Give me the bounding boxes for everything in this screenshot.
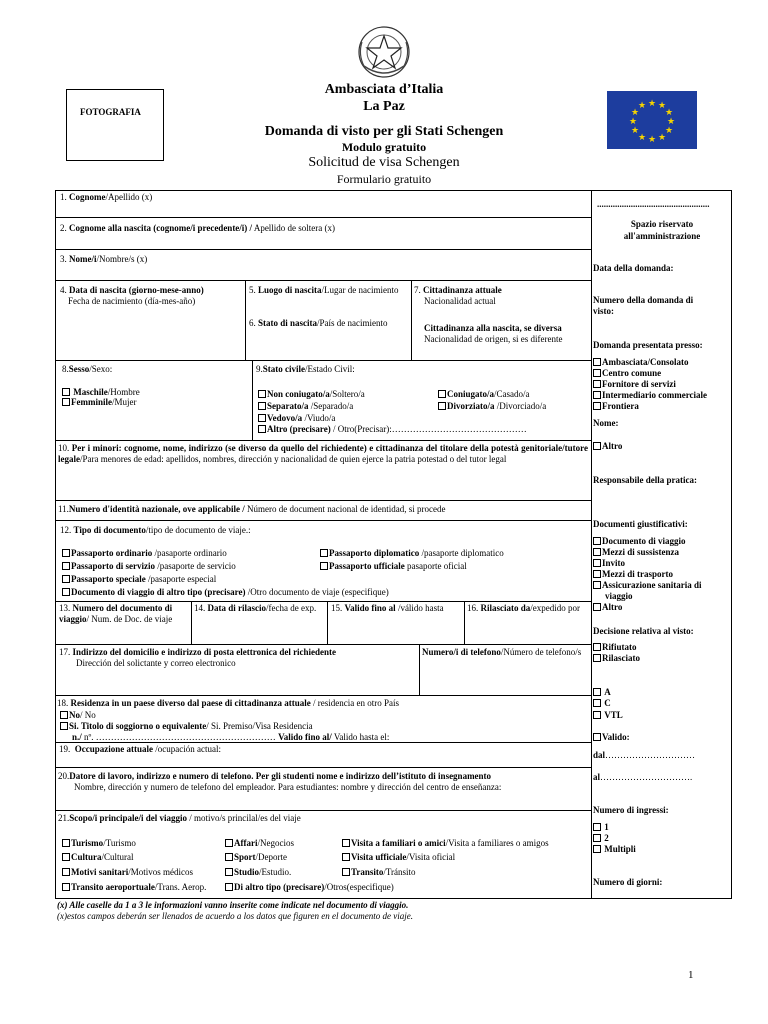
option-divorced[interactable]: Divorziato/a /Divorciado/a (438, 401, 546, 412)
admin-option-intermediary[interactable]: Intermediario commerciale (593, 390, 707, 401)
admin-days[interactable]: Numero di giorni: (593, 877, 663, 887)
svg-text:★: ★ (630, 126, 640, 136)
checkbox[interactable] (225, 839, 233, 847)
field-9-civil-status: 9.Stato civile/Estado Civil: (256, 364, 355, 374)
option-other-document[interactable]: Documento di viaggio di altro tipo (precisare) /Otro documento de viaje (especifique) (62, 587, 389, 598)
admin-doc-invitation[interactable]: Invito (593, 558, 625, 569)
svg-text:★: ★ (637, 133, 647, 143)
field-7-birth-nationality-alt: Nacionalidad de origen, si es diferente (424, 334, 563, 344)
option-residence-no[interactable]: No/ No (60, 710, 96, 721)
option-separated[interactable]: Separato/a /Separado/a (258, 401, 353, 412)
svg-text:★: ★ (657, 101, 667, 111)
checkbox[interactable] (593, 643, 601, 651)
svg-text:★: ★ (664, 126, 674, 136)
option-airport-transit[interactable]: Transito aeroportuale/Trans. Aerop. (62, 882, 206, 893)
col-sep (411, 280, 412, 360)
checkbox[interactable] (438, 390, 446, 398)
checkbox[interactable] (62, 868, 70, 876)
option-culture[interactable]: Cultura/Cultural (62, 852, 134, 863)
checkbox[interactable] (438, 402, 446, 410)
col-sep (419, 644, 420, 695)
checkbox[interactable] (593, 559, 601, 567)
field-7-birth-nationality: Cittadinanza alla nascita, se diversa (424, 323, 562, 333)
admin-doc-other[interactable]: Altro (593, 602, 622, 613)
checkbox[interactable] (320, 562, 328, 570)
admin-doc-insurance[interactable]: Assicurazione sanitaria di (593, 580, 702, 591)
option-other-purpose[interactable]: Di altro tipo (precisare)/Otros(especifique) (225, 882, 394, 893)
form-title-es: Solicitud de visa Schengen (308, 155, 460, 170)
row-sep (55, 520, 591, 521)
checkbox[interactable] (593, 654, 601, 662)
field-11-national-id[interactable]: 11.Numero d'identità nazionale, ove applicabile / Número de document nacional de identidad, si procede (58, 504, 446, 514)
field-21-purpose: 21.Scopo/i principale/i del viaggio / motivo/s princilal/es del viaje (58, 813, 301, 823)
row-sep (55, 217, 591, 218)
checkbox[interactable] (593, 823, 601, 831)
checkbox[interactable] (593, 402, 601, 410)
field-20-employer[interactable]: 20.Datore di lavoro, indirizzo e numero di telefono. Per gli studenti nome e indirizzo dell’istituto di insegnamento (58, 771, 492, 781)
embassy-name: Ambasciata d’Italia (324, 82, 444, 97)
admin-visa-a[interactable]: A (593, 687, 611, 698)
option-residence-yes[interactable]: Si. Titolo di soggiorno o equivalente/ Si. Premiso/Visa Residencia (60, 721, 313, 732)
admin-visa-c[interactable]: C (593, 698, 611, 709)
row-sep (55, 249, 591, 250)
option-tourism[interactable]: Turismo/Turismo (62, 838, 136, 849)
admin-name[interactable]: Nome: (593, 418, 619, 428)
field-16-issued-by[interactable]: 16. Rilasciato da/expedido por (467, 603, 581, 613)
svg-text:★: ★ (666, 117, 676, 127)
checkbox[interactable] (593, 548, 601, 556)
option-married[interactable]: Coniugato/a/Casado/a (438, 389, 530, 400)
checkbox[interactable] (258, 390, 266, 398)
admin-option-border[interactable]: Frontiera (593, 401, 639, 412)
checkbox[interactable] (593, 391, 601, 399)
field-4-alt: Fecha de nacimiento (día-mes-año) (68, 296, 196, 306)
option-female[interactable]: Femminile/Mujer (62, 397, 137, 408)
checkbox[interactable] (258, 402, 266, 410)
checkbox[interactable] (593, 358, 601, 366)
field-10-minors[interactable]: 10. Per i minori: cognome, nome, indirizzo (se diverso da quello del richiedente) e cittadinanza del titolare della potestà genitoriale/tutore legale/Para menores de edad: apellidos, nombres, dirección y nacionalidad de quien ejerce la patria potestad o del tutor legal (58, 443, 588, 464)
field-7-nationality[interactable]: 7. Cittadinanza attuale (414, 285, 502, 295)
option-study[interactable]: Studio/Estudio. (225, 867, 291, 878)
checkbox[interactable] (593, 581, 601, 589)
embassy-city: La Paz (363, 99, 405, 114)
footnote-es: (x)estos campos deberán ser llenados de acuerdo a los datos que figuren en el documento de viaje. (57, 911, 414, 921)
svg-text:★: ★ (664, 108, 674, 118)
checkbox[interactable] (593, 570, 601, 578)
checkbox[interactable] (62, 883, 70, 891)
footnote-it: (x) Alle caselle da 1 a 3 le informazioni vanno inserite come indicate nel documento di viaggio. (57, 900, 409, 910)
admin-doc-travel[interactable]: Documento di viaggio (593, 536, 686, 547)
admin-doc-means[interactable]: Mezzi di sussistenza (593, 547, 679, 558)
admin-decision: Decisione relativa al visto: (593, 626, 694, 636)
field-19-occupation[interactable]: 19. Occupazione attuale /ocupación actual: (59, 744, 221, 754)
checkbox[interactable] (62, 853, 70, 861)
field-13-doc-number[interactable]: 13. Numero del documento di viaggio/ Num. de Doc. de viaje (59, 603, 173, 624)
option-special-passport[interactable]: Passaporto speciale /pasaporte especial (62, 574, 216, 585)
option-sport[interactable]: Sport/Deporte (225, 852, 287, 863)
checkbox[interactable] (593, 537, 601, 545)
field-6-birth-country[interactable]: 6. Stato di nascita/País de nacimiento (249, 318, 388, 328)
option-transit[interactable]: Transito/Tránsito (342, 867, 416, 878)
checkbox[interactable] (320, 549, 328, 557)
admin-option-service-provider[interactable]: Fornitore di servizi (593, 379, 676, 390)
checkbox[interactable] (258, 414, 266, 422)
admin-dots: .................................................. (597, 199, 710, 209)
svg-text:★: ★ (647, 135, 657, 145)
field-2-surname-at-birth[interactable]: 2. Cognome alla nascita (cognome/i precedente/i) / Apellido de soltera (x) (60, 223, 336, 233)
admin-divider (591, 190, 592, 899)
eu-flag (607, 91, 697, 149)
admin-option-other[interactable]: Altro (593, 441, 622, 452)
checkbox[interactable] (593, 834, 601, 842)
option-male[interactable]: Maschile/Hombre (62, 387, 140, 398)
checkbox[interactable] (258, 425, 266, 433)
field-1-surname[interactable]: 1. Cognome/Apellido (x) (60, 192, 153, 202)
row-sep (55, 500, 591, 501)
field-17-alt: Dirección del solictante y correo electronico (76, 658, 236, 668)
checkbox[interactable] (342, 853, 350, 861)
col-sep (252, 360, 253, 440)
admin-application-date[interactable]: Data della domanda: (593, 263, 674, 273)
col-sep (464, 601, 465, 644)
checkbox[interactable] (60, 711, 68, 719)
checkbox[interactable] (62, 575, 70, 583)
checkbox[interactable] (593, 369, 601, 377)
row-sep (55, 601, 591, 602)
field-18-permit-number[interactable]: n./ nº. …………………………………………………… Valido fino al/ Valido hasta el: (72, 732, 390, 742)
option-official-visit[interactable]: Visita ufficiale/Visita oficial (342, 852, 455, 863)
field-12-doc-type: 12. Tipo di documento/tipo de documento de viaje.: (60, 525, 251, 535)
row-sep (55, 440, 591, 441)
checkbox[interactable] (60, 722, 68, 730)
svg-text:★: ★ (637, 101, 647, 111)
checkbox[interactable] (62, 398, 70, 406)
checkbox[interactable] (62, 588, 70, 596)
row-sep (55, 767, 591, 768)
svg-text:★: ★ (657, 133, 667, 143)
page-number: 1 (688, 969, 694, 981)
field-8-sex: 8.Sesso/Sexo: (62, 364, 113, 374)
admin-supporting-docs: Documenti giustificativi: (593, 519, 688, 529)
col-sep (327, 601, 328, 644)
option-service-passport[interactable]: Passaporto di servizio /pasaporte de servicio (62, 561, 236, 572)
checkbox[interactable] (593, 688, 601, 696)
col-sep (191, 601, 192, 644)
field-18-residence: 18. Residenza in un paese diverso dal paese di cittadinanza attuale / residencia en otro País (57, 698, 399, 708)
option-widowed[interactable]: Vedovo/a /Viudo/a (258, 413, 335, 424)
admin-valid-from[interactable]: dal………………………… (593, 750, 696, 760)
admin-option-common-centre[interactable]: Centro comune (593, 368, 661, 379)
italy-emblem (356, 22, 412, 82)
checkbox[interactable] (593, 845, 601, 853)
form-subtitle-es: Formulario gratuito (336, 172, 432, 186)
admin-doc-transport[interactable]: Mezzi di trasporto (593, 569, 673, 580)
checkbox[interactable] (62, 562, 70, 570)
admin-valid[interactable]: Valido: (593, 732, 630, 743)
admin-entries-multiple[interactable]: Multipli (593, 844, 636, 855)
field-20-alt: Nombre, dirección y numero de telefono del empleador. Para estudiantes: nombre y dirección del centro de enseñanza: (74, 782, 502, 792)
field-3-first-name[interactable]: 3. Nome/i/Nombre/s (x) (60, 254, 148, 264)
admin-application-number[interactable]: Numero della domanda di visto: (593, 295, 694, 316)
admin-valid-to[interactable]: al…………………………. (593, 772, 693, 782)
admin-refused[interactable]: Rifiutato (593, 642, 637, 653)
option-business[interactable]: Affari/Negocios (225, 838, 294, 849)
photo-label: FOTOGRAFIA (80, 107, 141, 117)
admin-doc-insurance-2: viaggio (605, 591, 633, 601)
svg-text:★: ★ (628, 117, 638, 127)
field-7-alt: Nacionalidad actual (424, 296, 496, 306)
checkbox[interactable] (342, 868, 350, 876)
svg-text:★: ★ (630, 108, 640, 118)
option-diplomatic-passport[interactable]: Passaporto diplomatico /pasaporte diplomatico (320, 548, 504, 559)
checkbox[interactable] (593, 699, 601, 707)
admin-entries-2[interactable]: 2 (593, 833, 609, 844)
checkbox[interactable] (62, 839, 70, 847)
checkbox[interactable] (593, 380, 601, 388)
checkbox[interactable] (225, 883, 233, 891)
admin-issued[interactable]: Rilasciato (593, 653, 640, 664)
checkbox[interactable] (593, 442, 601, 450)
option-ordinary-passport[interactable]: Passaporto ordinario /pasaporte ordinario (62, 548, 227, 559)
option-official-passport[interactable]: Passaporto ufficiale pasaporte oficial (320, 561, 467, 572)
checkbox[interactable] (593, 603, 601, 611)
checkbox[interactable] (62, 549, 70, 557)
admin-visa-vtl[interactable]: VTL (593, 710, 623, 721)
row-sep (55, 695, 591, 696)
row-sep (55, 644, 591, 645)
field-14-issue-date[interactable]: 14. Data di rilascio/fecha de exp. (194, 603, 317, 613)
checkbox[interactable] (62, 388, 70, 396)
option-family-visit[interactable]: Visita a familiari o amici/Visita a familiares o amigos (342, 838, 549, 849)
admin-presented-at: Domanda presentata presso: (593, 340, 703, 350)
row-sep (55, 280, 591, 281)
checkbox[interactable] (225, 868, 233, 876)
admin-title: Spazio riservato all'amministrazione (623, 219, 701, 241)
checkbox[interactable] (593, 711, 601, 719)
option-medical[interactable]: Motivi sanitari/Motivos médicos (62, 867, 193, 878)
form-subtitle-it: Modulo gratuito (341, 140, 427, 154)
option-other-status[interactable]: Altro (precisare) / Otro(Precisar):……………………………………… (258, 424, 527, 435)
checkbox[interactable] (342, 839, 350, 847)
checkbox[interactable] (593, 733, 601, 741)
admin-option-embassy[interactable]: Ambasciata/Consolato (593, 357, 689, 368)
admin-entries: Numero di ingressi: (593, 805, 669, 815)
field-17-address[interactable]: 17. Indirizzo del domicilio e indirizzo di posta elettronica del richiedente (59, 647, 337, 657)
field-17-phone[interactable]: Numero/i di telefono/Número de telefono/s (422, 647, 582, 657)
field-15-valid-until[interactable]: 15. Valido fino al /válido hasta (331, 603, 444, 613)
form-title-it: Domanda di visto per gli Stati Schengen (264, 124, 504, 139)
admin-responsible[interactable]: Responsabile della pratica: (593, 475, 698, 485)
field-5-birth-place[interactable]: 5. Luogo di nascita/Lugar de nacimiento (249, 285, 399, 295)
row-sep (55, 360, 591, 361)
checkbox[interactable] (225, 853, 233, 861)
svg-text:★: ★ (647, 99, 657, 109)
col-sep (245, 280, 246, 360)
option-single[interactable]: Non coniugato/a/Soltero/a (258, 389, 365, 400)
field-4-birth-date[interactable]: 4. Data di nascita (giorno-mese-anno) (60, 285, 204, 295)
row-sep (55, 810, 591, 811)
admin-entries-1[interactable]: 1 (593, 822, 609, 833)
